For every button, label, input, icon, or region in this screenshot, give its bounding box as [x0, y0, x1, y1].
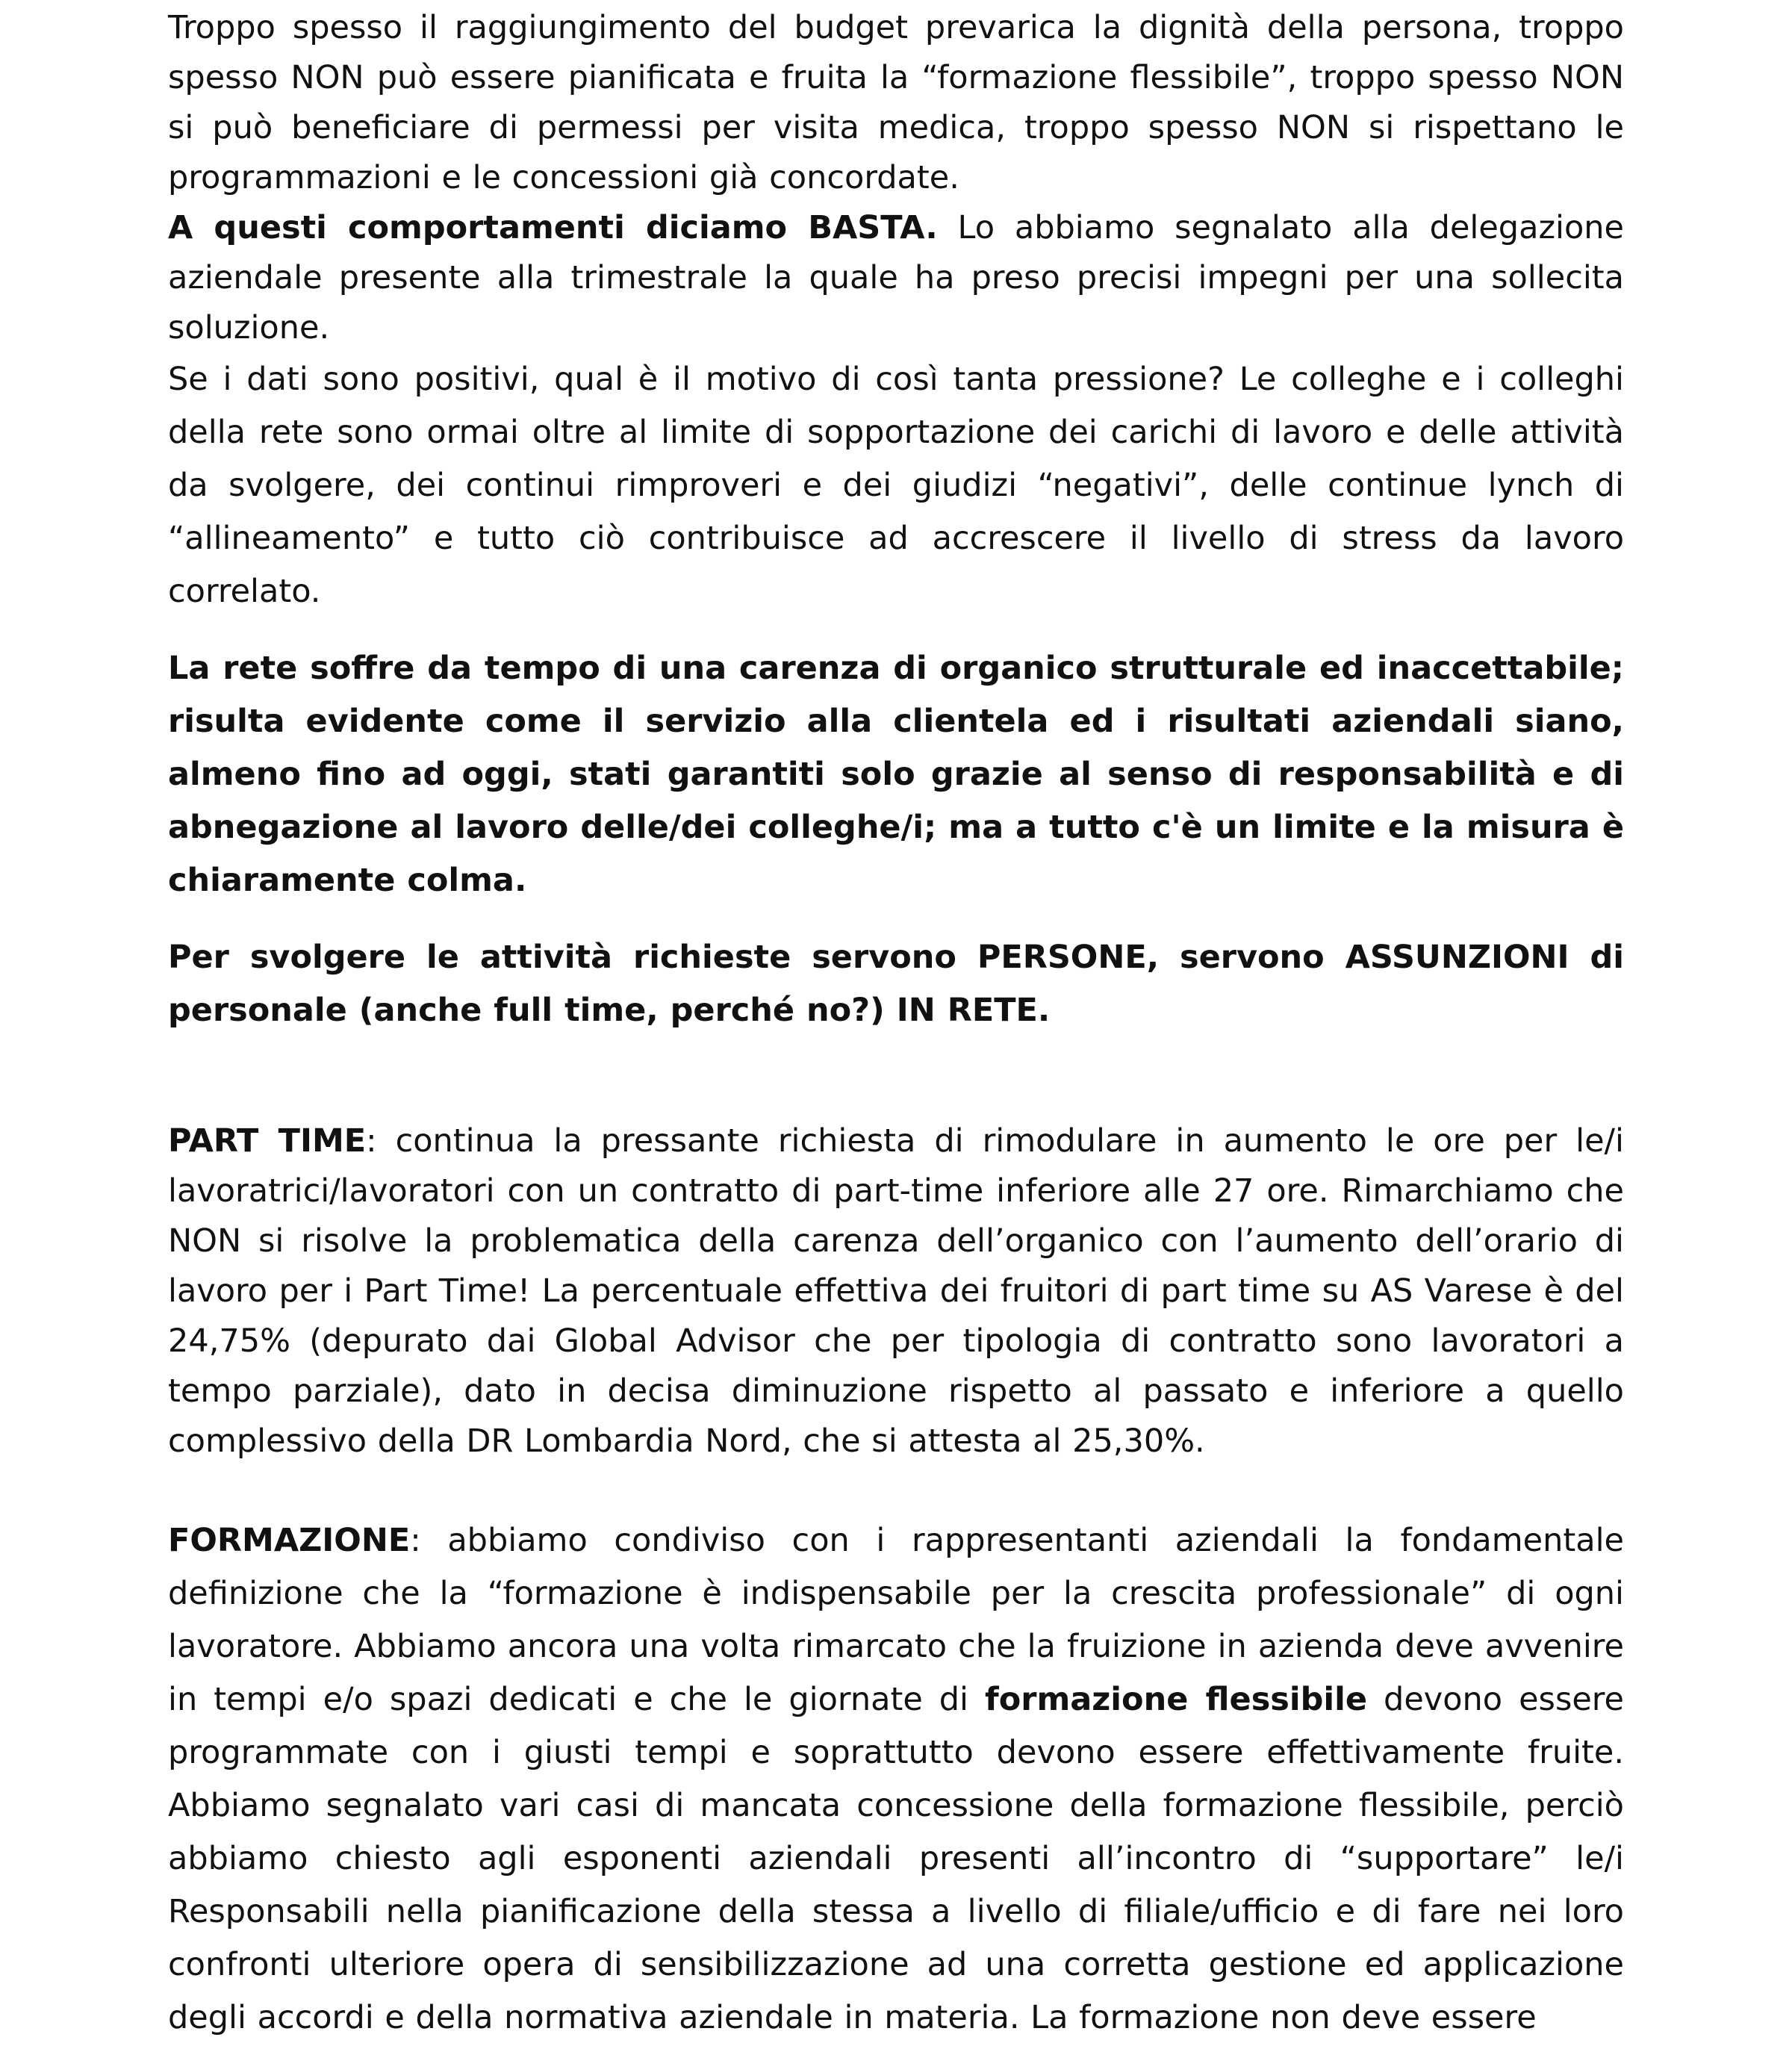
section-part-time [168, 1116, 1624, 1467]
paragraph-text: Per svolgere le attività richieste servono PERSONE, servono ASSUNZIONI di personale (anche full time, perché no?) IN RETE. [168, 939, 1624, 1029]
section-heading-part-time: PART TIME [168, 1122, 367, 1160]
section-formazione [168, 1514, 1624, 2045]
section-heading-formazione: FORMAZIONE [168, 1522, 411, 1559]
paragraph-text: Se i dati sono positivi, qual è il motivo di così tanta pressione? Le colleghe e i colleghi della rete sono ormai oltre al limite di sopportazione dei carichi di lavoro e delle attività da svolgere, dei continui rimproveri e dei giudizi “negativi”, delle continue lynch di “allineamento” e tutto ciò contribuisce ad accrescere il livello di stress da lavoro correlato. [168, 361, 1624, 610]
paragraph-text: La rete soffre da tempo di una carenza di organico strutturale ed inaccettabile; risulta evidente come il servizio alla clientela ed i risultati aziendali siano, almeno fino ad oggi, stati garantiti solo grazie al senso di responsabilità e di abnegazione al lavoro delle/dei colleghe/i; ma a tutto c'è un limite e la misura è chiaramente colma. [168, 650, 1624, 899]
document-page [168, 0, 1624, 2045]
emphasis-basta: A questi comportamenti diciamo BASTA. [168, 209, 938, 246]
emphasis-formazione-flessibile: formazione flessibile [985, 1681, 1368, 1718]
paragraph-text: Troppo spesso il raggiungimento del budget prevarica la dignità della persona, troppo spesso NON può essere pianificata e fruita la “formazione flessibile”, troppo spesso NON si può beneficiare di permessi per visita medica, troppo spesso NON si rispettano le programmazioni e le concessioni già concordate. [168, 9, 1624, 196]
paragraph-organico [168, 642, 1624, 907]
paragraph-stress [168, 353, 1624, 618]
paragraph-budget-pressure [168, 3, 1624, 203]
paragraph-text: Lo abbiamo segnalato alla delegazione aziendale presente alla trimestrale la quale ha preso precisi impegni per una sollecita soluzione. [168, 209, 1624, 346]
paragraph-basta [168, 203, 1624, 353]
paragraph-assunzioni [168, 931, 1624, 1037]
paragraph-text: devono essere programmate con i giusti tempi e soprattutto devono essere effettivamente fruite. Abbiamo segnalato vari casi di mancata concessione della formazione flessibile, perciò abbiamo chiesto agli esponenti aziendali presenti all’incontro di “supportare” le/i Responsabili nella pianificazione della stessa a livello di filiale/ufficio e di fare nei loro confronti ulteriore opera di sensibilizzazione ad una corretta gestione ed applicazione degli accordi e della normativa aziendale in materia. La formazione non deve essere [168, 1681, 1624, 2036]
paragraph-text: : abbiamo condiviso con i rappresentanti aziendali la fondamentale definizione che la “formazione è indispensabile per la crescita professionale” di ogni lavoratore. Abbiamo ancora una volta rimarcato che la fruizione in azienda deve avvenire in tempi e/o spazi dedicati e che le giornate di [168, 1522, 1624, 1718]
paragraph-text: : continua la pressante richiesta di rimodulare in aumento le ore per le/i lavoratrici/lavoratori con un contratto di part-time inferiore alle 27 ore. Rimarchiamo che NON si risolve la problematica della carenza dell’organico con l’aumento dell’orario di lavoro per i Part Time! La percentuale effettiva dei fruitori di part time su AS Varese è del 24,75% (depurato dai Global Advisor che per tipologia di contratto sono lavoratori a tempo parziale), dato in decisa diminuzione rispetto al passato e inferiore a quello complessivo della DR Lombardia Nord, che si attesta al 25,30%. [168, 1122, 1624, 1460]
